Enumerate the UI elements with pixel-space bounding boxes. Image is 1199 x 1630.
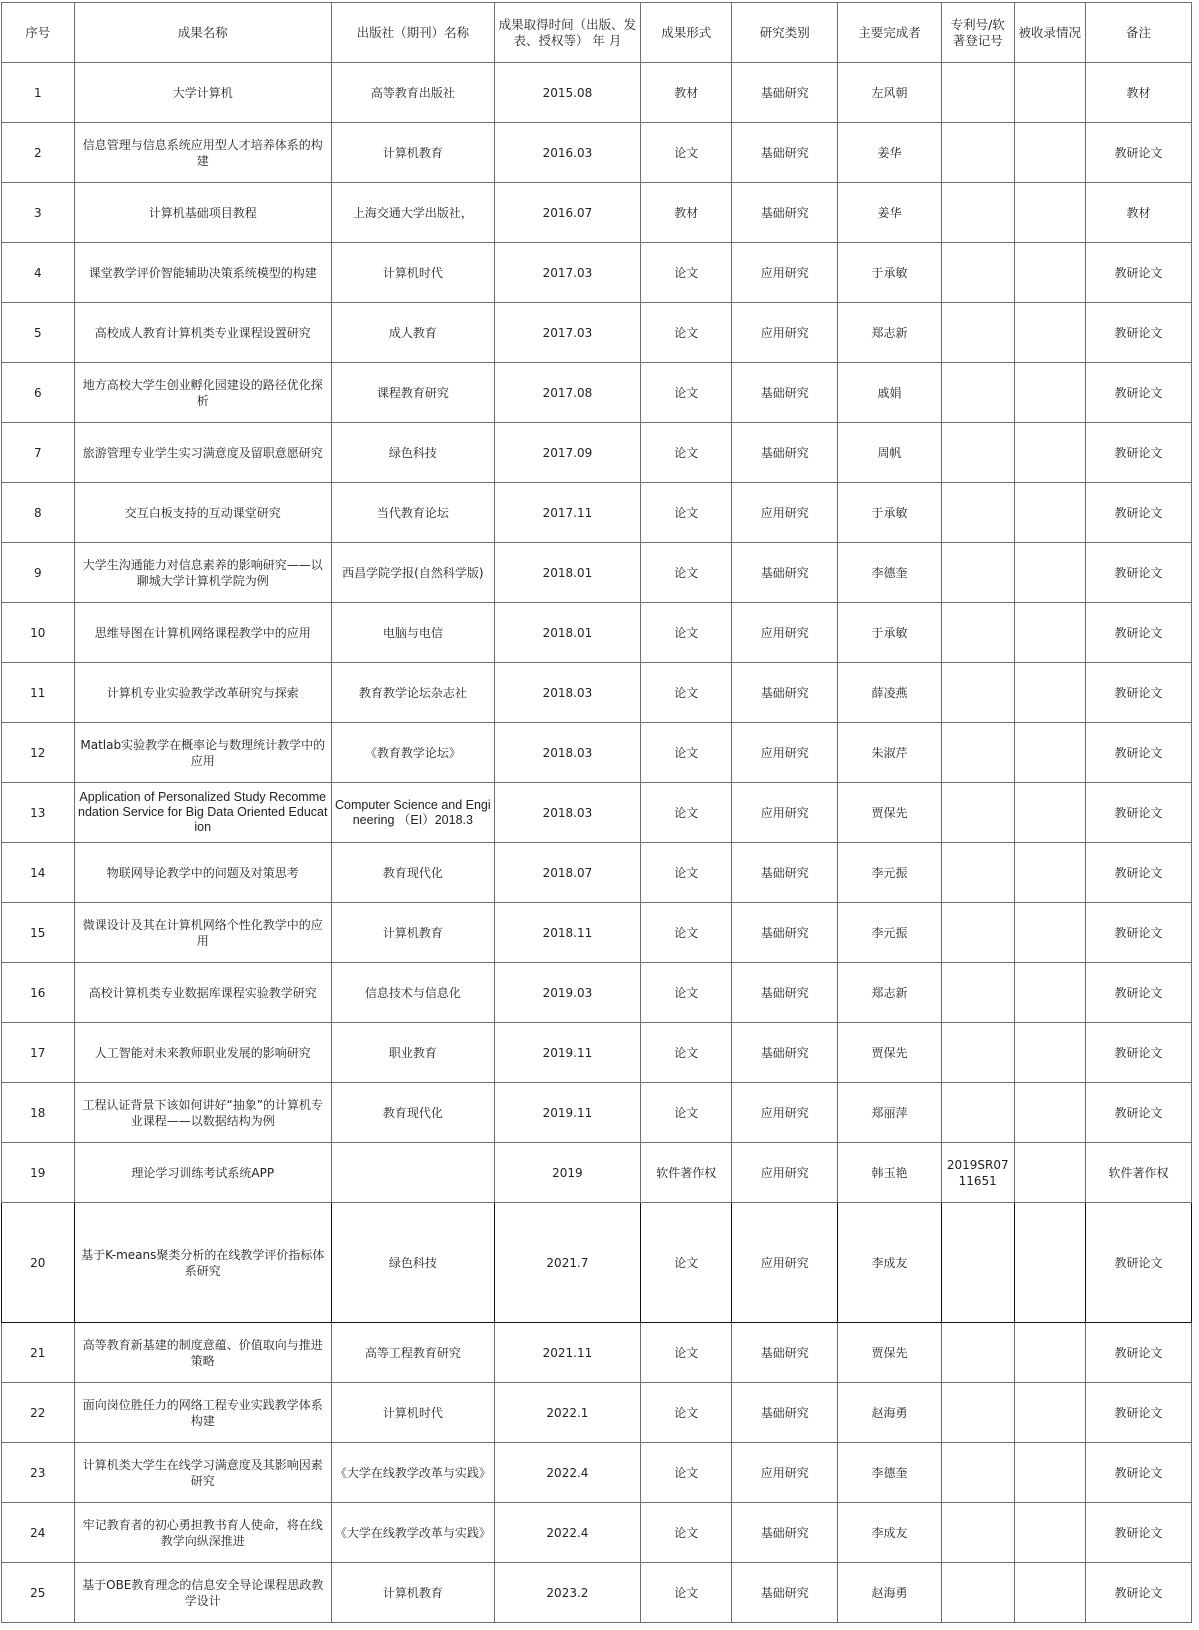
table-cell: 计算机教育 [331, 903, 494, 963]
table-cell: 2017.08 [494, 363, 640, 423]
table-cell: 《大学在线教学改革与实践》 [331, 1503, 494, 1563]
table-row [2, 183, 1192, 243]
table-cell: 教材 [641, 63, 732, 123]
table-cell: 上海交通大学出版社， [331, 183, 494, 243]
table-cell: 基础研究 [732, 903, 838, 963]
table-cell: 15 [2, 903, 75, 963]
table-cell: 高等教育出版社 [331, 63, 494, 123]
table-cell [1014, 363, 1086, 423]
table-cell: 计算机教育 [331, 1563, 494, 1623]
table-cell: 教研论文 [1086, 1563, 1192, 1623]
table-cell: 教研论文 [1086, 963, 1192, 1023]
table-row [2, 1563, 1192, 1623]
table-row [2, 303, 1192, 363]
table-cell: 基础研究 [732, 1023, 838, 1083]
table-cell: 论文 [641, 663, 732, 723]
table-row [2, 363, 1192, 423]
table-cell: 贾保先 [838, 783, 942, 843]
table-cell: 人工智能对未来教师职业发展的影响研究 [74, 1023, 331, 1083]
table-cell: 教材 [1086, 183, 1192, 243]
table-cell: 2022.4 [494, 1443, 640, 1503]
header-cell: 序号 [2, 3, 75, 63]
table-cell: 20 [2, 1203, 75, 1323]
table-row [2, 603, 1192, 663]
table-cell [941, 963, 1014, 1023]
table-cell: 西昌学院学报(自然科学版) [331, 543, 494, 603]
table-cell: 基础研究 [732, 1383, 838, 1443]
table-cell: 信息管理与信息系统应用型人才培养体系的构建 [74, 123, 331, 183]
table-cell: 10 [2, 603, 75, 663]
table-cell: 课程教育研究 [331, 363, 494, 423]
table-cell: 7 [2, 423, 75, 483]
table-cell: 论文 [641, 1323, 732, 1383]
table-cell: 2018.03 [494, 783, 640, 843]
header-cell: 备注 [1086, 3, 1192, 63]
table-cell: 基础研究 [732, 1323, 838, 1383]
table-cell: 8 [2, 483, 75, 543]
table-cell: 论文 [641, 243, 732, 303]
table-cell: 计算机类大学生在线学习满意度及其影响因素研究 [74, 1443, 331, 1503]
table-cell: 2017.11 [494, 483, 640, 543]
table-cell: 赵海勇 [838, 1383, 942, 1443]
table-cell: 李德奎 [838, 543, 942, 603]
table-row [2, 783, 1192, 843]
table-cell [941, 1083, 1014, 1143]
table-cell: 高校计算机类专业数据库课程实验教学研究 [74, 963, 331, 1023]
table-cell: 教研论文 [1086, 303, 1192, 363]
table-cell [1014, 1023, 1086, 1083]
table-cell [1014, 963, 1086, 1023]
table-cell [941, 1023, 1014, 1083]
table-cell [1014, 123, 1086, 183]
table-cell [941, 183, 1014, 243]
table-cell: 论文 [641, 303, 732, 363]
table-body [2, 63, 1192, 1623]
table-cell: 25 [2, 1563, 75, 1623]
table-cell [941, 303, 1014, 363]
table-cell [1014, 1083, 1086, 1143]
table-cell [941, 1563, 1014, 1623]
table-cell: 教研论文 [1086, 123, 1192, 183]
table-cell: 2021.11 [494, 1323, 640, 1383]
header-cell: 专利号/软著登记号 [941, 3, 1014, 63]
table-cell: 面向岗位胜任力的网络工程专业实践教学体系构建 [74, 1383, 331, 1443]
table-cell: 论文 [641, 543, 732, 603]
table-cell: 教研论文 [1086, 483, 1192, 543]
table-cell: 2019.03 [494, 963, 640, 1023]
table-cell [1014, 243, 1086, 303]
table-cell: 于承敏 [838, 243, 942, 303]
table-cell: 教研论文 [1086, 1023, 1192, 1083]
table-cell: 教研论文 [1086, 243, 1192, 303]
table-cell: 基于OBE教育理念的信息安全导论课程思政教学设计 [74, 1563, 331, 1623]
table-row [2, 123, 1192, 183]
table-cell: 应用研究 [732, 1143, 838, 1203]
table-cell [941, 483, 1014, 543]
table-cell: 教研论文 [1086, 543, 1192, 603]
table-cell: 16 [2, 963, 75, 1023]
table-cell: 基础研究 [732, 423, 838, 483]
table-cell: 信息技术与信息化 [331, 963, 494, 1023]
table-cell: Matlab实验教学在概率论与数理统计教学中的应用 [74, 723, 331, 783]
table-cell [941, 843, 1014, 903]
table-cell: 郑丽萍 [838, 1083, 942, 1143]
table-cell: 李元振 [838, 843, 942, 903]
table-cell: 当代教育论坛 [331, 483, 494, 543]
table-cell: 姜华 [838, 123, 942, 183]
table-cell: 周帆 [838, 423, 942, 483]
table-cell: 交互白板支持的互动课堂研究 [74, 483, 331, 543]
table-cell: 教研论文 [1086, 1503, 1192, 1563]
table-cell [941, 1203, 1014, 1323]
table-cell [1014, 483, 1086, 543]
table-cell: 2019SR0711651 [941, 1143, 1014, 1203]
table-cell: 计算机时代 [331, 243, 494, 303]
table-cell [941, 1383, 1014, 1443]
achievements-table [1, 2, 1192, 1623]
table-cell: 计算机时代 [331, 1383, 494, 1443]
table-cell: 6 [2, 363, 75, 423]
table-cell: 教研论文 [1086, 783, 1192, 843]
table-cell: 基础研究 [732, 843, 838, 903]
table-cell [1014, 723, 1086, 783]
table-cell: Computer Science and Engineering （EI）2018.3 [331, 783, 494, 843]
table-cell: 应用研究 [732, 1443, 838, 1503]
table-cell: 论文 [641, 723, 732, 783]
table-cell [1014, 1203, 1086, 1323]
table-cell: 14 [2, 843, 75, 903]
table-row [2, 243, 1192, 303]
header-row [2, 3, 1192, 63]
header-cell: 研究类别 [732, 3, 838, 63]
table-cell: 4 [2, 243, 75, 303]
table-cell: 2019.11 [494, 1083, 640, 1143]
table-cell: 思维导图在计算机网络课程教学中的应用 [74, 603, 331, 663]
table-row [2, 1203, 1192, 1323]
table-cell: 理论学习训练考试系统APP [74, 1143, 331, 1203]
table-cell: 2018.03 [494, 723, 640, 783]
table-cell: 论文 [641, 423, 732, 483]
table-cell: 13 [2, 783, 75, 843]
table-row [2, 1143, 1192, 1203]
table-cell: 于承敏 [838, 603, 942, 663]
table-cell: 论文 [641, 903, 732, 963]
table-row [2, 903, 1192, 963]
header-cell: 出版社（期刊）名称 [331, 3, 494, 63]
table-cell: 2018.11 [494, 903, 640, 963]
table-cell: 教研论文 [1086, 843, 1192, 903]
table-cell: 应用研究 [732, 483, 838, 543]
header-cell: 成果名称 [74, 3, 331, 63]
table-row [2, 543, 1192, 603]
table-cell: 应用研究 [732, 1203, 838, 1323]
table-cell: 2023.2 [494, 1563, 640, 1623]
table-cell [1014, 303, 1086, 363]
table-cell [941, 723, 1014, 783]
table-row [2, 1443, 1192, 1503]
table-cell: 论文 [641, 843, 732, 903]
table-cell: 3 [2, 183, 75, 243]
table-cell: 戚娟 [838, 363, 942, 423]
table-cell: 教研论文 [1086, 363, 1192, 423]
table-cell: 教研论文 [1086, 1443, 1192, 1503]
table-cell: 11 [2, 663, 75, 723]
table-cell: 成人教育 [331, 303, 494, 363]
table-cell: 基础研究 [732, 183, 838, 243]
table-cell: 绿色科技 [331, 423, 494, 483]
table-cell: 论文 [641, 1383, 732, 1443]
table-cell [1014, 1443, 1086, 1503]
table-cell: 2019 [494, 1143, 640, 1203]
table-cell: 2018.07 [494, 843, 640, 903]
table-cell [941, 663, 1014, 723]
table-cell: 9 [2, 543, 75, 603]
table-row [2, 63, 1192, 123]
table-cell: 高等工程教育研究 [331, 1323, 494, 1383]
table-cell: 2022.1 [494, 1383, 640, 1443]
table-cell [1014, 663, 1086, 723]
table-cell: 18 [2, 1083, 75, 1143]
table-cell [1014, 1383, 1086, 1443]
table-cell: 李成友 [838, 1503, 942, 1563]
table-cell: 基础研究 [732, 63, 838, 123]
table-row [2, 1503, 1192, 1563]
table-cell: 工程认证背景下该如何讲好“抽象”的计算机专业课程——以数据结构为例 [74, 1083, 331, 1143]
table-cell: 软件著作权 [641, 1143, 732, 1203]
table-cell [1014, 423, 1086, 483]
table-row [2, 1383, 1192, 1443]
table-cell: 23 [2, 1443, 75, 1503]
table-cell: 教研论文 [1086, 723, 1192, 783]
table-cell: 论文 [641, 1203, 732, 1323]
table-cell: 贾保先 [838, 1323, 942, 1383]
header-cell: 成果形式 [641, 3, 732, 63]
table-cell: 教研论文 [1086, 1083, 1192, 1143]
table-cell: 论文 [641, 483, 732, 543]
table-cell: 高校成人教育计算机类专业课程设置研究 [74, 303, 331, 363]
table-cell [941, 543, 1014, 603]
table-cell [1014, 1143, 1086, 1203]
table-cell [941, 603, 1014, 663]
table-cell: 《教育教学论坛》 [331, 723, 494, 783]
table-cell [1014, 63, 1086, 123]
table-cell: 韩玉艳 [838, 1143, 942, 1203]
table-cell: 2016.07 [494, 183, 640, 243]
table-cell: 1 [2, 63, 75, 123]
table-cell [1014, 1503, 1086, 1563]
table-cell: 基于K-means聚类分析的在线教学评价指标体系研究 [74, 1203, 331, 1323]
table-cell: 教研论文 [1086, 663, 1192, 723]
table-cell: 12 [2, 723, 75, 783]
table-cell [1014, 183, 1086, 243]
table-cell: 2018.01 [494, 603, 640, 663]
table-cell [941, 1443, 1014, 1503]
table-cell: 19 [2, 1143, 75, 1203]
table-cell: Application of Personalized Study Recommendation Service for Big Data Oriented Education [74, 783, 331, 843]
table-cell: 计算机基础项目教程 [74, 183, 331, 243]
table-cell: 21 [2, 1323, 75, 1383]
table-cell: 论文 [641, 1563, 732, 1623]
table-cell: 物联网导论教学中的问题及对策思考 [74, 843, 331, 903]
table-row [2, 1323, 1192, 1383]
table-cell: 软件著作权 [1086, 1143, 1192, 1203]
table-cell: 教研论文 [1086, 1203, 1192, 1323]
table-cell: 论文 [641, 1083, 732, 1143]
table-cell: 李德奎 [838, 1443, 942, 1503]
table-cell: 郑志新 [838, 303, 942, 363]
table-cell: 电脑与电信 [331, 603, 494, 663]
table-cell: 绿色科技 [331, 1203, 494, 1323]
table-cell: 计算机教育 [331, 123, 494, 183]
table-cell [1014, 603, 1086, 663]
table-cell: 应用研究 [732, 723, 838, 783]
table-cell: 赵海勇 [838, 1563, 942, 1623]
table-cell: 教研论文 [1086, 1323, 1192, 1383]
table-cell [941, 363, 1014, 423]
table-row [2, 1023, 1192, 1083]
table-cell: 应用研究 [732, 243, 838, 303]
table-cell: 教研论文 [1086, 1383, 1192, 1443]
table-cell: 17 [2, 1023, 75, 1083]
table-cell: 姜华 [838, 183, 942, 243]
table-cell: 教研论文 [1086, 603, 1192, 663]
table-cell: 旅游管理专业学生实习满意度及留职意愿研究 [74, 423, 331, 483]
table-cell: 郑志新 [838, 963, 942, 1023]
table-cell: 应用研究 [732, 1083, 838, 1143]
table-cell: 应用研究 [732, 603, 838, 663]
table-cell: 贾保先 [838, 1023, 942, 1083]
table-cell: 2018.03 [494, 663, 640, 723]
table-cell [1014, 903, 1086, 963]
table-cell [941, 123, 1014, 183]
table-cell: 论文 [641, 783, 732, 843]
table-cell: 2016.03 [494, 123, 640, 183]
table-cell: 李元振 [838, 903, 942, 963]
table-cell: 牢记教育者的初心勇担教书育人使命，将在线教学向纵深推进 [74, 1503, 331, 1563]
table-cell: 地方高校大学生创业孵化园建设的路径优化探析 [74, 363, 331, 423]
table-cell: 2018.01 [494, 543, 640, 603]
table-cell: 论文 [641, 363, 732, 423]
table-cell: 2021.7 [494, 1203, 640, 1323]
table-cell: 职业教育 [331, 1023, 494, 1083]
table-row [2, 483, 1192, 543]
table-cell [941, 243, 1014, 303]
table-cell: 2022.4 [494, 1503, 640, 1563]
table-cell: 基础研究 [732, 123, 838, 183]
table-cell: 计算机专业实验教学改革研究与探索 [74, 663, 331, 723]
table-cell [941, 1323, 1014, 1383]
table-cell [941, 783, 1014, 843]
table-cell: 2017.03 [494, 303, 640, 363]
table-cell: 22 [2, 1383, 75, 1443]
table-cell: 基础研究 [732, 1563, 838, 1623]
header-cell: 主要完成者 [838, 3, 942, 63]
table-cell: 2019.11 [494, 1023, 640, 1083]
table-cell: 教材 [641, 183, 732, 243]
table-cell: 2017.09 [494, 423, 640, 483]
table-cell: 论文 [641, 1503, 732, 1563]
table-cell: 2017.03 [494, 243, 640, 303]
table-cell: 应用研究 [732, 783, 838, 843]
table-cell: 教育教学论坛杂志社 [331, 663, 494, 723]
table-cell: 基础研究 [732, 1503, 838, 1563]
header-cell: 被收录情况 [1014, 3, 1086, 63]
table-row [2, 723, 1192, 783]
table-row [2, 423, 1192, 483]
table-cell: 教材 [1086, 63, 1192, 123]
table-cell: 大学生沟通能力对信息素养的影响研究——以聊城大学计算机学院为例 [74, 543, 331, 603]
table-cell: 论文 [641, 1023, 732, 1083]
table-cell [941, 63, 1014, 123]
table-cell: 左风朝 [838, 63, 942, 123]
table-cell [331, 1143, 494, 1203]
table-cell: 论文 [641, 603, 732, 663]
table-cell: 论文 [641, 1443, 732, 1503]
table-cell: 应用研究 [732, 303, 838, 363]
table-cell: 课堂教学评价智能辅助决策系统模型的构建 [74, 243, 331, 303]
table-cell: 基础研究 [732, 663, 838, 723]
table-cell: 基础研究 [732, 963, 838, 1023]
table-cell: 2015.08 [494, 63, 640, 123]
table-cell: 教研论文 [1086, 903, 1192, 963]
table-cell: 24 [2, 1503, 75, 1563]
table-cell: 高等教育新基建的制度意蕴、价值取向与推进策略 [74, 1323, 331, 1383]
table-cell: 朱淑芹 [838, 723, 942, 783]
table-cell [1014, 783, 1086, 843]
table-cell: 薛凌燕 [838, 663, 942, 723]
table-cell [941, 903, 1014, 963]
table-cell: 李成友 [838, 1203, 942, 1323]
table-cell: 2 [2, 123, 75, 183]
table-cell: 大学计算机 [74, 63, 331, 123]
table-cell: 教育现代化 [331, 843, 494, 903]
table-cell [1014, 1563, 1086, 1623]
table-cell [1014, 543, 1086, 603]
table-cell: 基础研究 [732, 543, 838, 603]
table-cell: 微课设计及其在计算机网络个性化教学中的应用 [74, 903, 331, 963]
table-row [2, 663, 1192, 723]
table-cell: 基础研究 [732, 363, 838, 423]
table-cell [1014, 1323, 1086, 1383]
header-cell: 成果取得时间（出版、发表、授权等） 年 月 [494, 3, 640, 63]
table-cell [1014, 843, 1086, 903]
table-cell [941, 423, 1014, 483]
table-cell: 教研论文 [1086, 423, 1192, 483]
table-cell: 论文 [641, 123, 732, 183]
table-cell: 《大学在线教学改革与实践》 [331, 1443, 494, 1503]
table-cell: 于承敏 [838, 483, 942, 543]
table-cell [941, 1503, 1014, 1563]
table-row [2, 843, 1192, 903]
table-row [2, 1083, 1192, 1143]
table-cell: 教育现代化 [331, 1083, 494, 1143]
table-row [2, 963, 1192, 1023]
table-cell: 5 [2, 303, 75, 363]
table-cell: 论文 [641, 963, 732, 1023]
